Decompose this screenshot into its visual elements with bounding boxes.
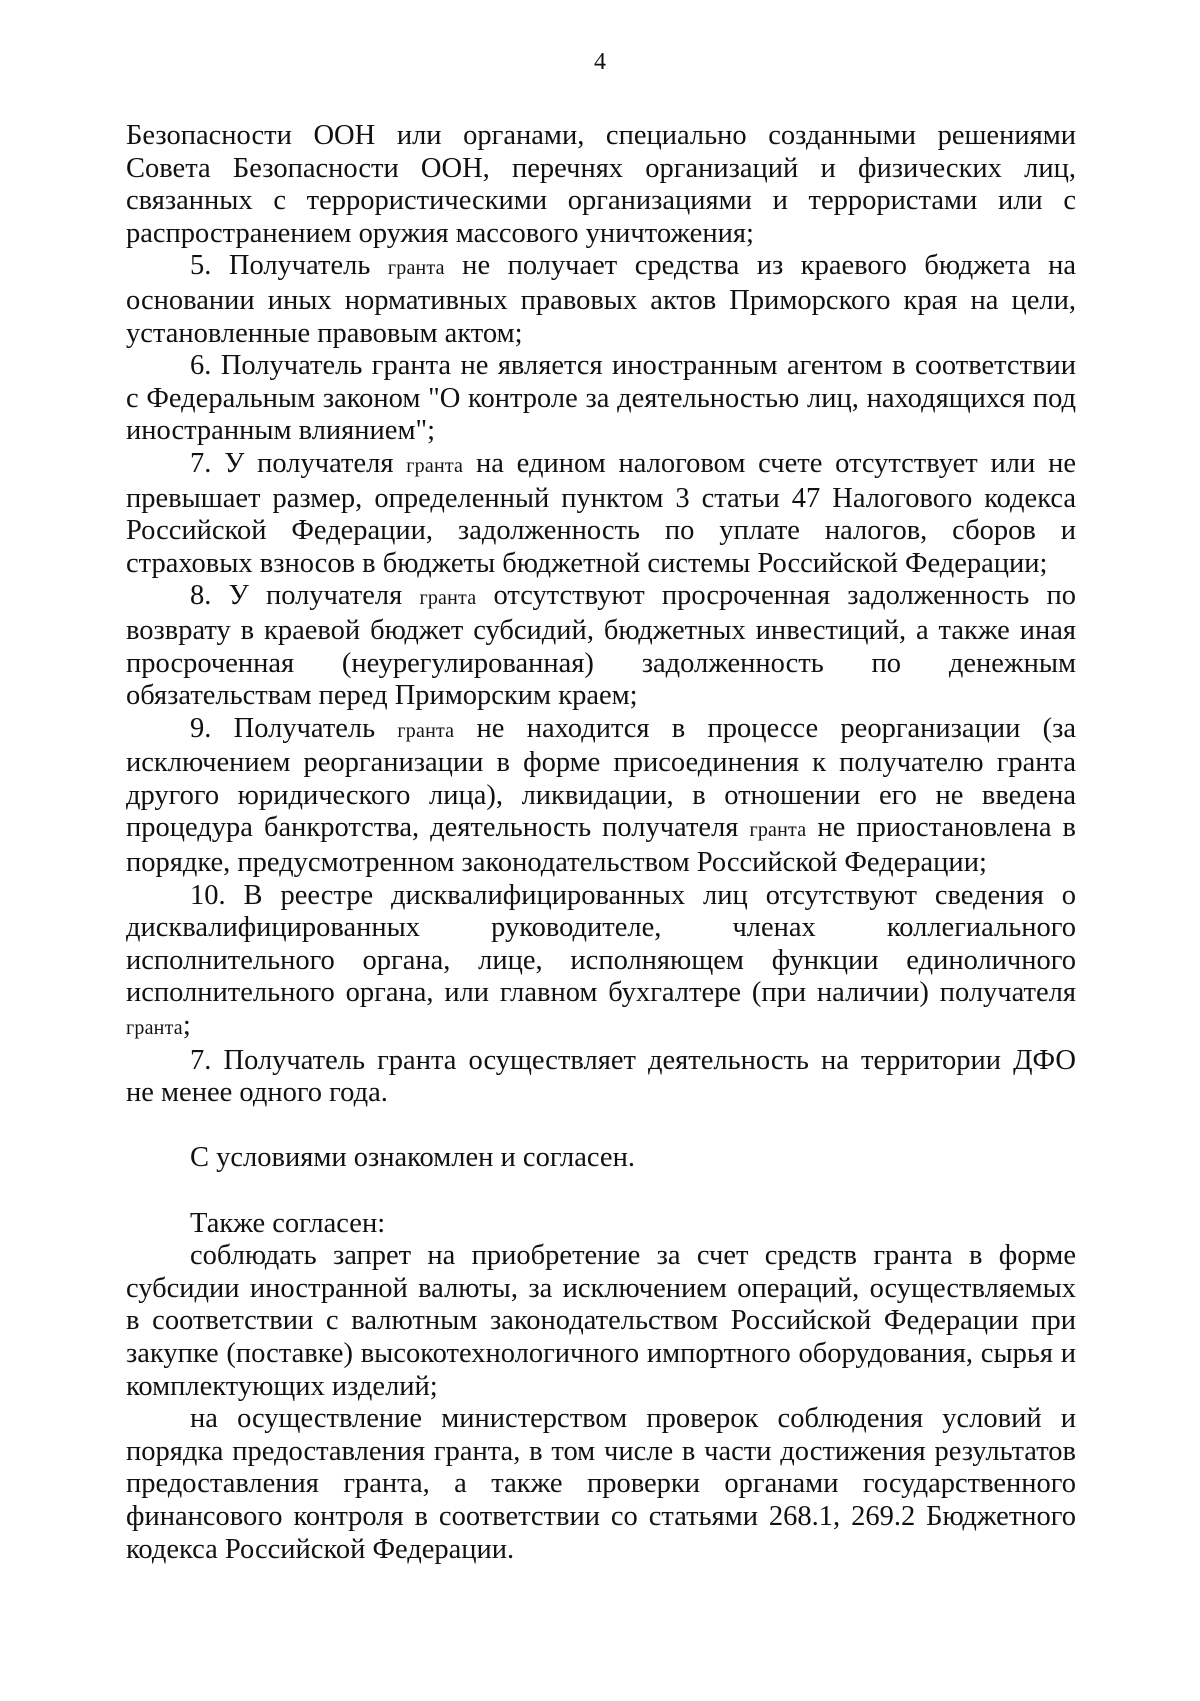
spacer (126, 1175, 1076, 1208)
text-run-small: гранта (419, 587, 477, 610)
paragraph-continuation: Безопасности ООН или органами, специально созданными решениями Совета Безопасности ООН, перечнях организаций и физических лиц, связанных с террористическими организациями и террористами или с распространением оружия массового уничтожения; (126, 120, 1076, 249)
also-agree-item-2: на осуществление министерством проверок соблюдения условий и порядка предоставления гранта, в том числе в части достижения результатов предоставления гранта, а также проверки органами государственного финансового контроля в соответствии со статьями 268.1, 269.2 Бюджетного кодекса Российской Федерации. (126, 1403, 1076, 1565)
text-run-small: гранта (126, 1017, 183, 1040)
document-body (126, 120, 1076, 1566)
text-run-small: гранта (749, 819, 807, 842)
spacer (126, 1110, 1076, 1143)
paragraph-item-11: 7. Получатель гранта осуществляет деятельность на территории ДФО не менее одного года. (126, 1044, 1076, 1109)
also-agree-heading: Также согласен: (190, 1207, 386, 1239)
text-run: 10. В реестре дисквалифицированных лиц отсутствуют сведения о дисквалифицированных руководителе, членах коллегиального исполнительного органа, лице, исполняющем функции единоличного исполнительного органа, или главном бухгалтере (при наличии) получателя (126, 879, 1076, 1009)
text-run: не находится в процессе реорганизации (за исключением реорганизации в форме присоединения к получателю гранта другого юридического лица), ликвидации, в отношении его не введена процедура банкротства, деятельность получателя (126, 712, 1076, 844)
text-run: на едином налоговом счете отсутствует или не превышает размер, определенный пунктом 3 статьи 47 Налогового кодекса Российской Федерации, задолженность по уплате налогов, сборов и страховых взносов в бюджеты бюджетной системы Российской Федерации; (126, 447, 1076, 579)
text-run: отсутствуют просроченная задолженность по возврату в краевой бюджет субсидий, бюджетных инвестиций, а также иная просроченная (неурегулированная) задолженность по денежным обязательствам перед Приморским краем; (126, 580, 1076, 712)
text-run: 9. Получатель (190, 712, 398, 744)
text-run: 8. У получателя (190, 580, 420, 612)
text-run-small: гранта (397, 719, 455, 742)
text-run: 7. У получателя (190, 447, 407, 479)
page-number: 4 (594, 49, 606, 75)
text-run: ; (182, 1010, 191, 1042)
paragraph-item-8 (126, 580, 1076, 712)
paragraph-item-5 (126, 250, 1076, 350)
text-run: 5. Получатель (190, 250, 388, 282)
also-agree-item-1: соблюдать запрет на приобретение за счет средств гранта в форме субсидии иностранной валюты, за исключением операций, осуществляемых в соответствии с валютным законодательством Российской Федерации при закупке (поставке) высокотехнологичного импортного оборудования, сырья и комплектующих изделий; (126, 1240, 1076, 1402)
paragraph-item-6: 6. Получатель гранта не является иностранным агентом в соответствии с Федеральным законом "О контроле за деятельностью лиц, находящихся под иностранным влиянием"; (126, 350, 1076, 447)
text-run: не приостановлена в порядке, предусмотренном законодательством Российской Федерации; (126, 812, 1076, 879)
text-run: не получает средства из краевого бюджета на основании иных нормативных правовых актов Приморского края на цели, установленные правовым актом; (126, 250, 1076, 349)
paragraph-item-10 (126, 880, 1076, 1045)
paragraph-item-7 (126, 448, 1076, 580)
paragraph-item-9 (126, 713, 1076, 880)
agreement-statement: С условиями ознакомлен и согласен. (190, 1142, 635, 1174)
text-run-small: гранта (387, 257, 445, 280)
text-run-small: гранта (406, 454, 464, 477)
